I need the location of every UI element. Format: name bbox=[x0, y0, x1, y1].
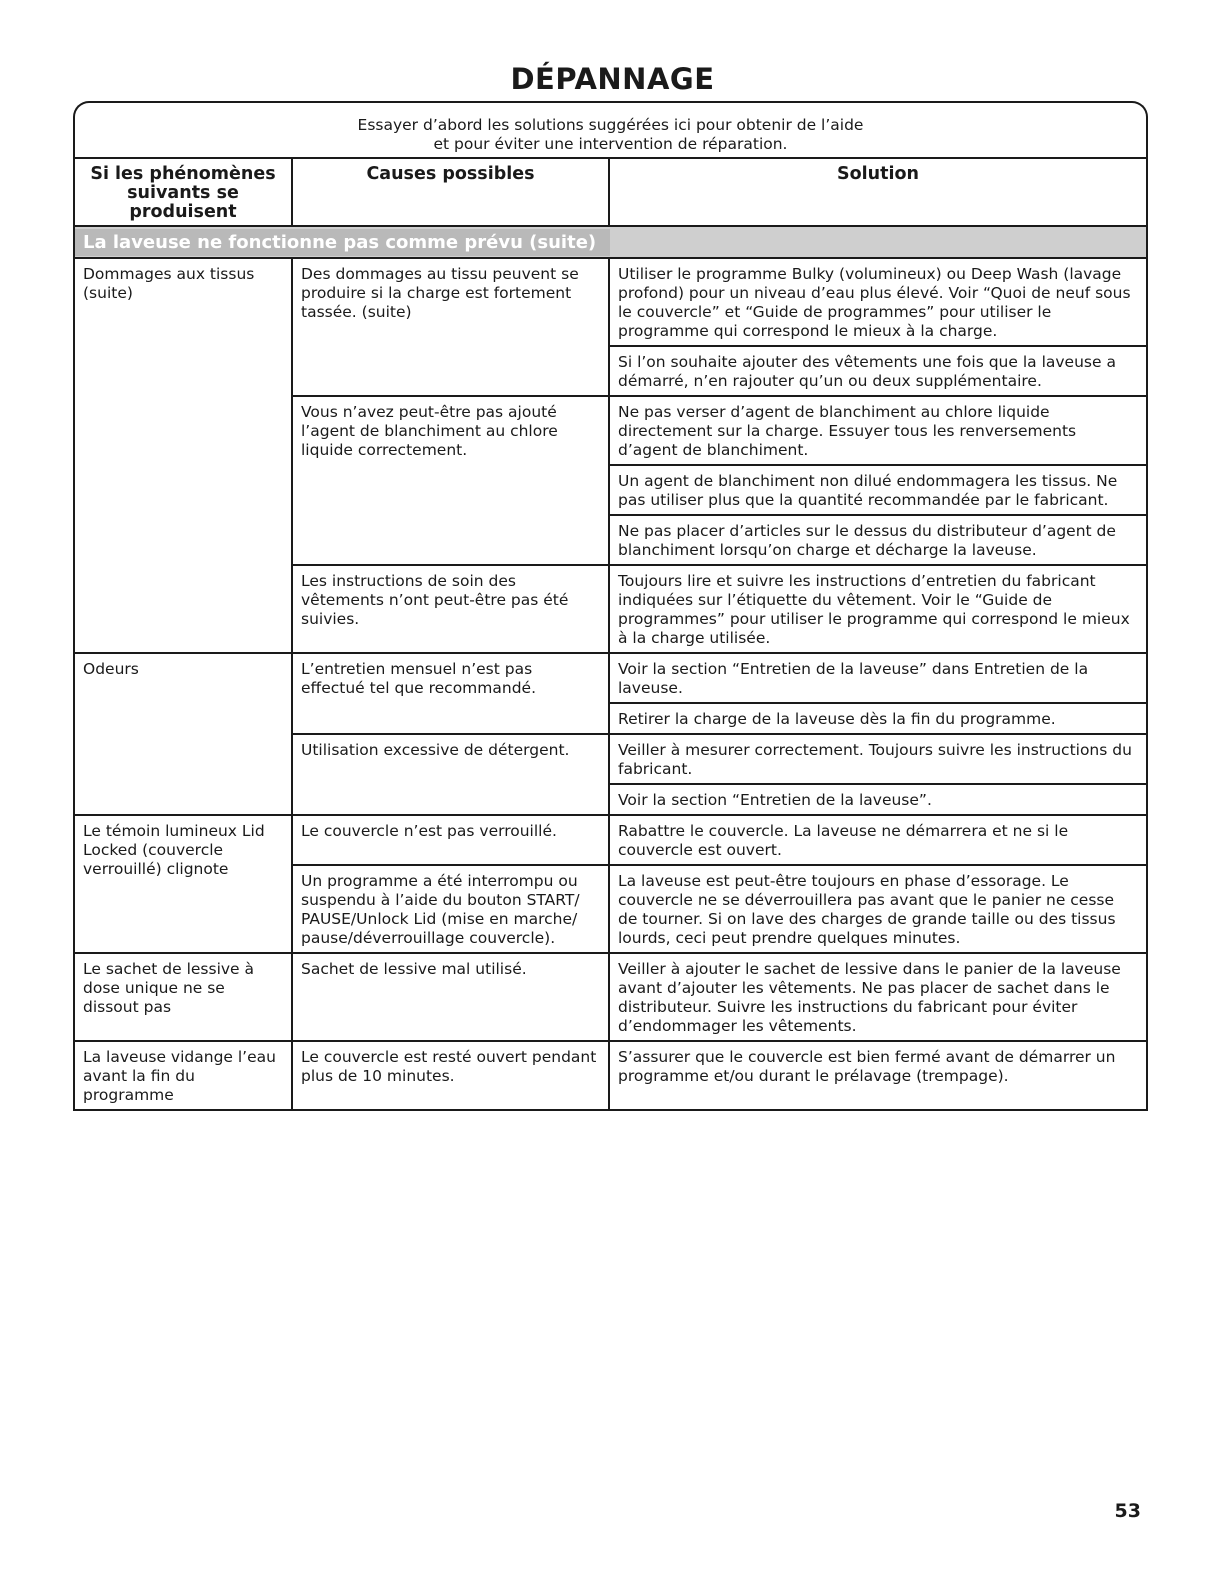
solution-item: S’assurer que le couvercle est bien fermé avant de démarrer un programme et/ou durant le prélavage (trempage). bbox=[618, 1048, 1116, 1085]
cause-cell: Sachet de lessive mal utilisé. bbox=[292, 953, 609, 1041]
solution-cell bbox=[609, 565, 1147, 653]
cause-cell: Un programme a été interrompu ou suspendu à l’aide du bouton START/ PAUSE/Unlock Lid (mise en marche/ pause/déverrouillage couvercle). bbox=[292, 865, 609, 953]
cause-cell: L’entretien mensuel n’est pas effectué tel que recommandé. bbox=[292, 653, 609, 734]
cause-cell: Des dommages au tissu peuvent se produire si la charge est fortement tassée. (suite) bbox=[292, 258, 609, 396]
symptom-cell: Odeurs bbox=[74, 653, 292, 815]
cause-cell: Utilisation excessive de détergent. bbox=[292, 734, 609, 815]
cause-cell: Les instructions de soin des vêtements n’ont peut-être pas été suivies. bbox=[292, 565, 609, 653]
header-solution: Solution bbox=[609, 158, 1147, 226]
solution-cell bbox=[609, 653, 1147, 734]
solution-item: La laveuse est peut-être toujours en phase d’essorage. Le couvercle ne se déverrouillera pas avant que le panier ne cesse de tourner. Si on lave des charges de grande taille ou des tissus lourds, ceci peut prendre quelques minutes. bbox=[618, 872, 1116, 947]
solution-cell bbox=[609, 865, 1147, 953]
cause-cell: Le couvercle est resté ouvert pendant plus de 10 minutes. bbox=[292, 1041, 609, 1110]
solution-item: Un agent de blanchiment non dilué endommagera les tissus. Ne pas utiliser plus que la quantité recommandée par le fabricant. bbox=[610, 464, 1146, 514]
symptom-cell: La laveuse vidange l’eau avant la fin du programme bbox=[74, 1041, 292, 1110]
solution-item: Si l’on souhaite ajouter des vêtements une fois que la laveuse a démarré, n’en rajouter qu’un ou deux supplémentaire. bbox=[610, 345, 1146, 395]
solution-item: Voir la section “Entretien de la laveuse”. bbox=[610, 783, 1146, 814]
solution-item: Ne pas verser d’agent de blanchiment au chlore liquide directement sur la charge. Essuyer tous les renversements d’agent de blanchiment. bbox=[618, 403, 1077, 459]
intro-line-1: Essayer d’abord les solutions suggérées ici pour obtenir de l’aide bbox=[357, 116, 864, 134]
solution-cell bbox=[609, 258, 1147, 396]
header-causes: Causes possibles bbox=[292, 158, 609, 226]
table-header-row bbox=[74, 158, 1147, 226]
cause-cell: Vous n’avez peut-être pas ajouté l’agent de blanchiment au chlore liquide correctement. bbox=[292, 396, 609, 565]
table-row bbox=[74, 258, 1147, 396]
symptom-cell: Le témoin lumineux Lid Locked (couvercle verrouillé) clignote bbox=[74, 815, 292, 953]
page-number: 53 bbox=[1114, 1500, 1141, 1522]
section-band bbox=[74, 226, 1147, 258]
solution-item: Veiller à mesurer correctement. Toujours suivre les instructions du fabricant. bbox=[618, 741, 1132, 778]
solution-item: Utiliser le programme Bulky (volumineux) ou Deep Wash (lavage profond) pour un niveau d’eau plus élevé. Voir “Quoi de neuf sous le couvercle” et “Guide de programmes” pour utiliser le programme qui correspond le mieux à la charge. bbox=[618, 265, 1131, 340]
intro-line-2: et pour éviter une intervention de réparation. bbox=[433, 135, 788, 153]
solution-item: Voir la section “Entretien de la laveuse” dans Entretien de la laveuse. bbox=[618, 660, 1089, 697]
section-title: La laveuse ne fonctionne pas comme prévu (suite) bbox=[75, 229, 610, 256]
solution-cell bbox=[609, 396, 1147, 565]
solution-cell bbox=[609, 953, 1147, 1041]
solution-item: Veiller à ajouter le sachet de lessive dans le panier de la laveuse avant d’ajouter les vêtements. Ne pas placer de sachet dans le distributeur. Suivre les instructions du fabricant pour éviter d’endommager les vêtements. bbox=[618, 960, 1121, 1035]
symptom-cell: Dommages aux tissus (suite) bbox=[74, 258, 292, 653]
header-symptom: Si les phénomènes suivants se produisent bbox=[74, 158, 292, 226]
solution-item: Ne pas placer d’articles sur le dessus du distributeur d’agent de blanchiment lorsqu’on charge et décharge la laveuse. bbox=[610, 514, 1146, 564]
troubleshooting-table bbox=[73, 157, 1148, 1111]
solution-item: Rabattre le couvercle. La laveuse ne démarrera et ne si le couvercle est ouvert. bbox=[618, 822, 1069, 859]
page-title: DÉPANNAGE bbox=[510, 62, 715, 96]
solution-cell bbox=[609, 815, 1147, 865]
cause-cell: Le couvercle n’est pas verrouillé. bbox=[292, 815, 609, 865]
table-row bbox=[74, 815, 1147, 865]
solution-cell bbox=[609, 734, 1147, 815]
table-row bbox=[74, 653, 1147, 734]
solution-item: Toujours lire et suivre les instructions d’entretien du fabricant indiquées sur l’étiquette du vêtement. Voir le “Guide de programmes” pour utiliser le programme qui correspond le mieux à la charge utilisée. bbox=[618, 572, 1130, 647]
intro-text bbox=[73, 116, 1148, 154]
symptom-cell: Le sachet de lessive à dose unique ne se dissout pas bbox=[74, 953, 292, 1041]
table-row bbox=[74, 953, 1147, 1041]
table-row bbox=[74, 1041, 1147, 1110]
solution-cell bbox=[609, 1041, 1147, 1110]
solution-item: Retirer la charge de la laveuse dès la fin du programme. bbox=[610, 702, 1146, 733]
